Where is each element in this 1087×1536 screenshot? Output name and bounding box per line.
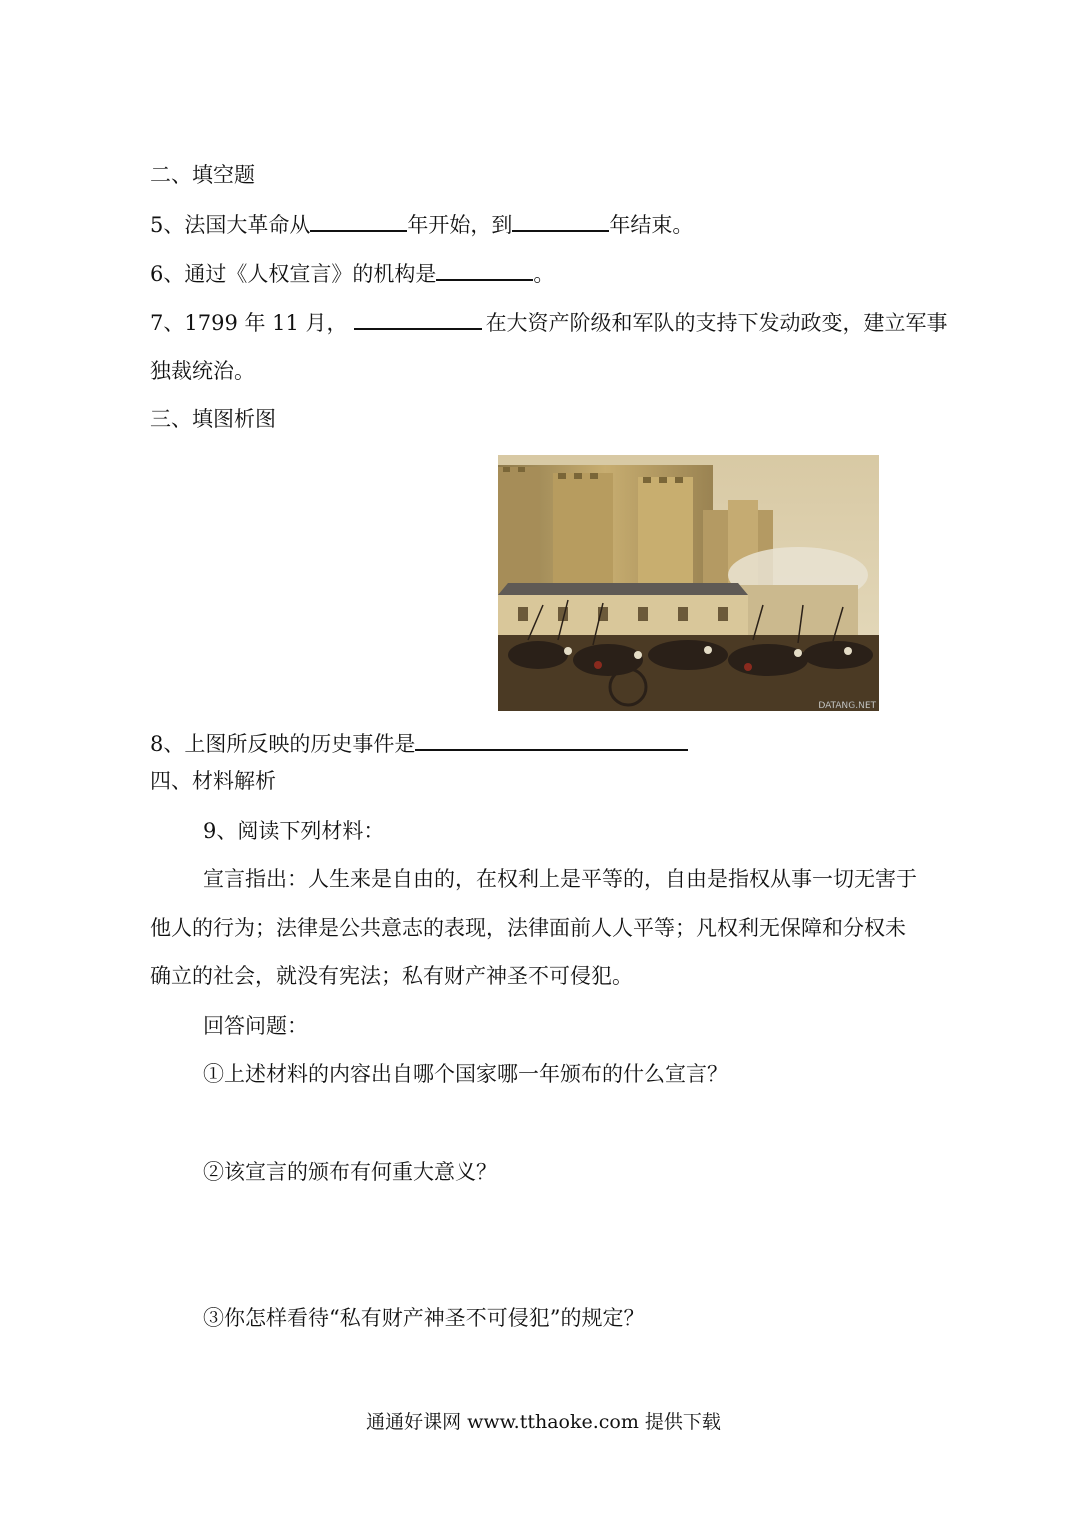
answer-prompt: 回答问题： [203,1014,308,1038]
question-7 [150,308,948,337]
question-7-cont: 独裁统治。 [150,359,255,383]
question-6 [150,259,554,288]
sub-question-2: ②该宣言的颁布有何重大意义？ [203,1160,497,1184]
q7-text-a: 7、1799 年 11 月， [150,311,348,335]
q5-text-c: 年结束。 [609,213,694,237]
q7-text-b: 在大资产阶级和军队的支持下发动政变，建立军事 [485,311,948,335]
material-line-2: 他人的行为；法律是公共意志的表现，法律面前人人平等；凡权利无保障和分权未 [150,916,906,940]
storming-bastille-painting [498,455,879,711]
q8-blank[interactable] [415,729,688,751]
sub-question-1: ①上述材料的内容出自哪个国家哪一年颁布的什么宣言？ [203,1062,728,1086]
question-8 [150,729,688,758]
q5-blank-start[interactable] [310,210,407,232]
sub-question-3: ③你怎样看待“私有财产神圣不可侵犯”的规定？ [203,1306,645,1330]
q6-blank[interactable] [436,259,533,281]
material-line-1: 宣言指出：人生来是自由的，在权利上是平等的，自由是指权从事一切无害于 [203,867,917,891]
section-heading-picture: 三、填图析图 [150,407,276,431]
section-heading-fill-blank: 二、填空题 [150,163,255,187]
image-watermark: DATANG.NET [818,701,876,711]
q5-blank-end[interactable] [512,210,609,232]
q6-text-b: 。 [533,262,555,286]
section-heading-material: 四、材料解析 [150,769,276,793]
q8-text: 8、上图所反映的历史事件是 [150,732,416,756]
page-footer: 通通好课网 www.tthaoke.com 提供下载 [366,1411,721,1433]
question-9: 9、阅读下列材料： [203,819,385,843]
material-line-3: 确立的社会，就没有宪法；私有财产神圣不可侵犯。 [150,964,633,988]
q7-blank[interactable] [354,308,482,330]
q5-text-b: 年开始，到 [407,213,513,237]
q5-text-a: 5、法国大革命从 [150,213,311,237]
q6-text-a: 6、通过《人权宣言》的机构是 [150,262,437,286]
question-5 [150,210,693,239]
